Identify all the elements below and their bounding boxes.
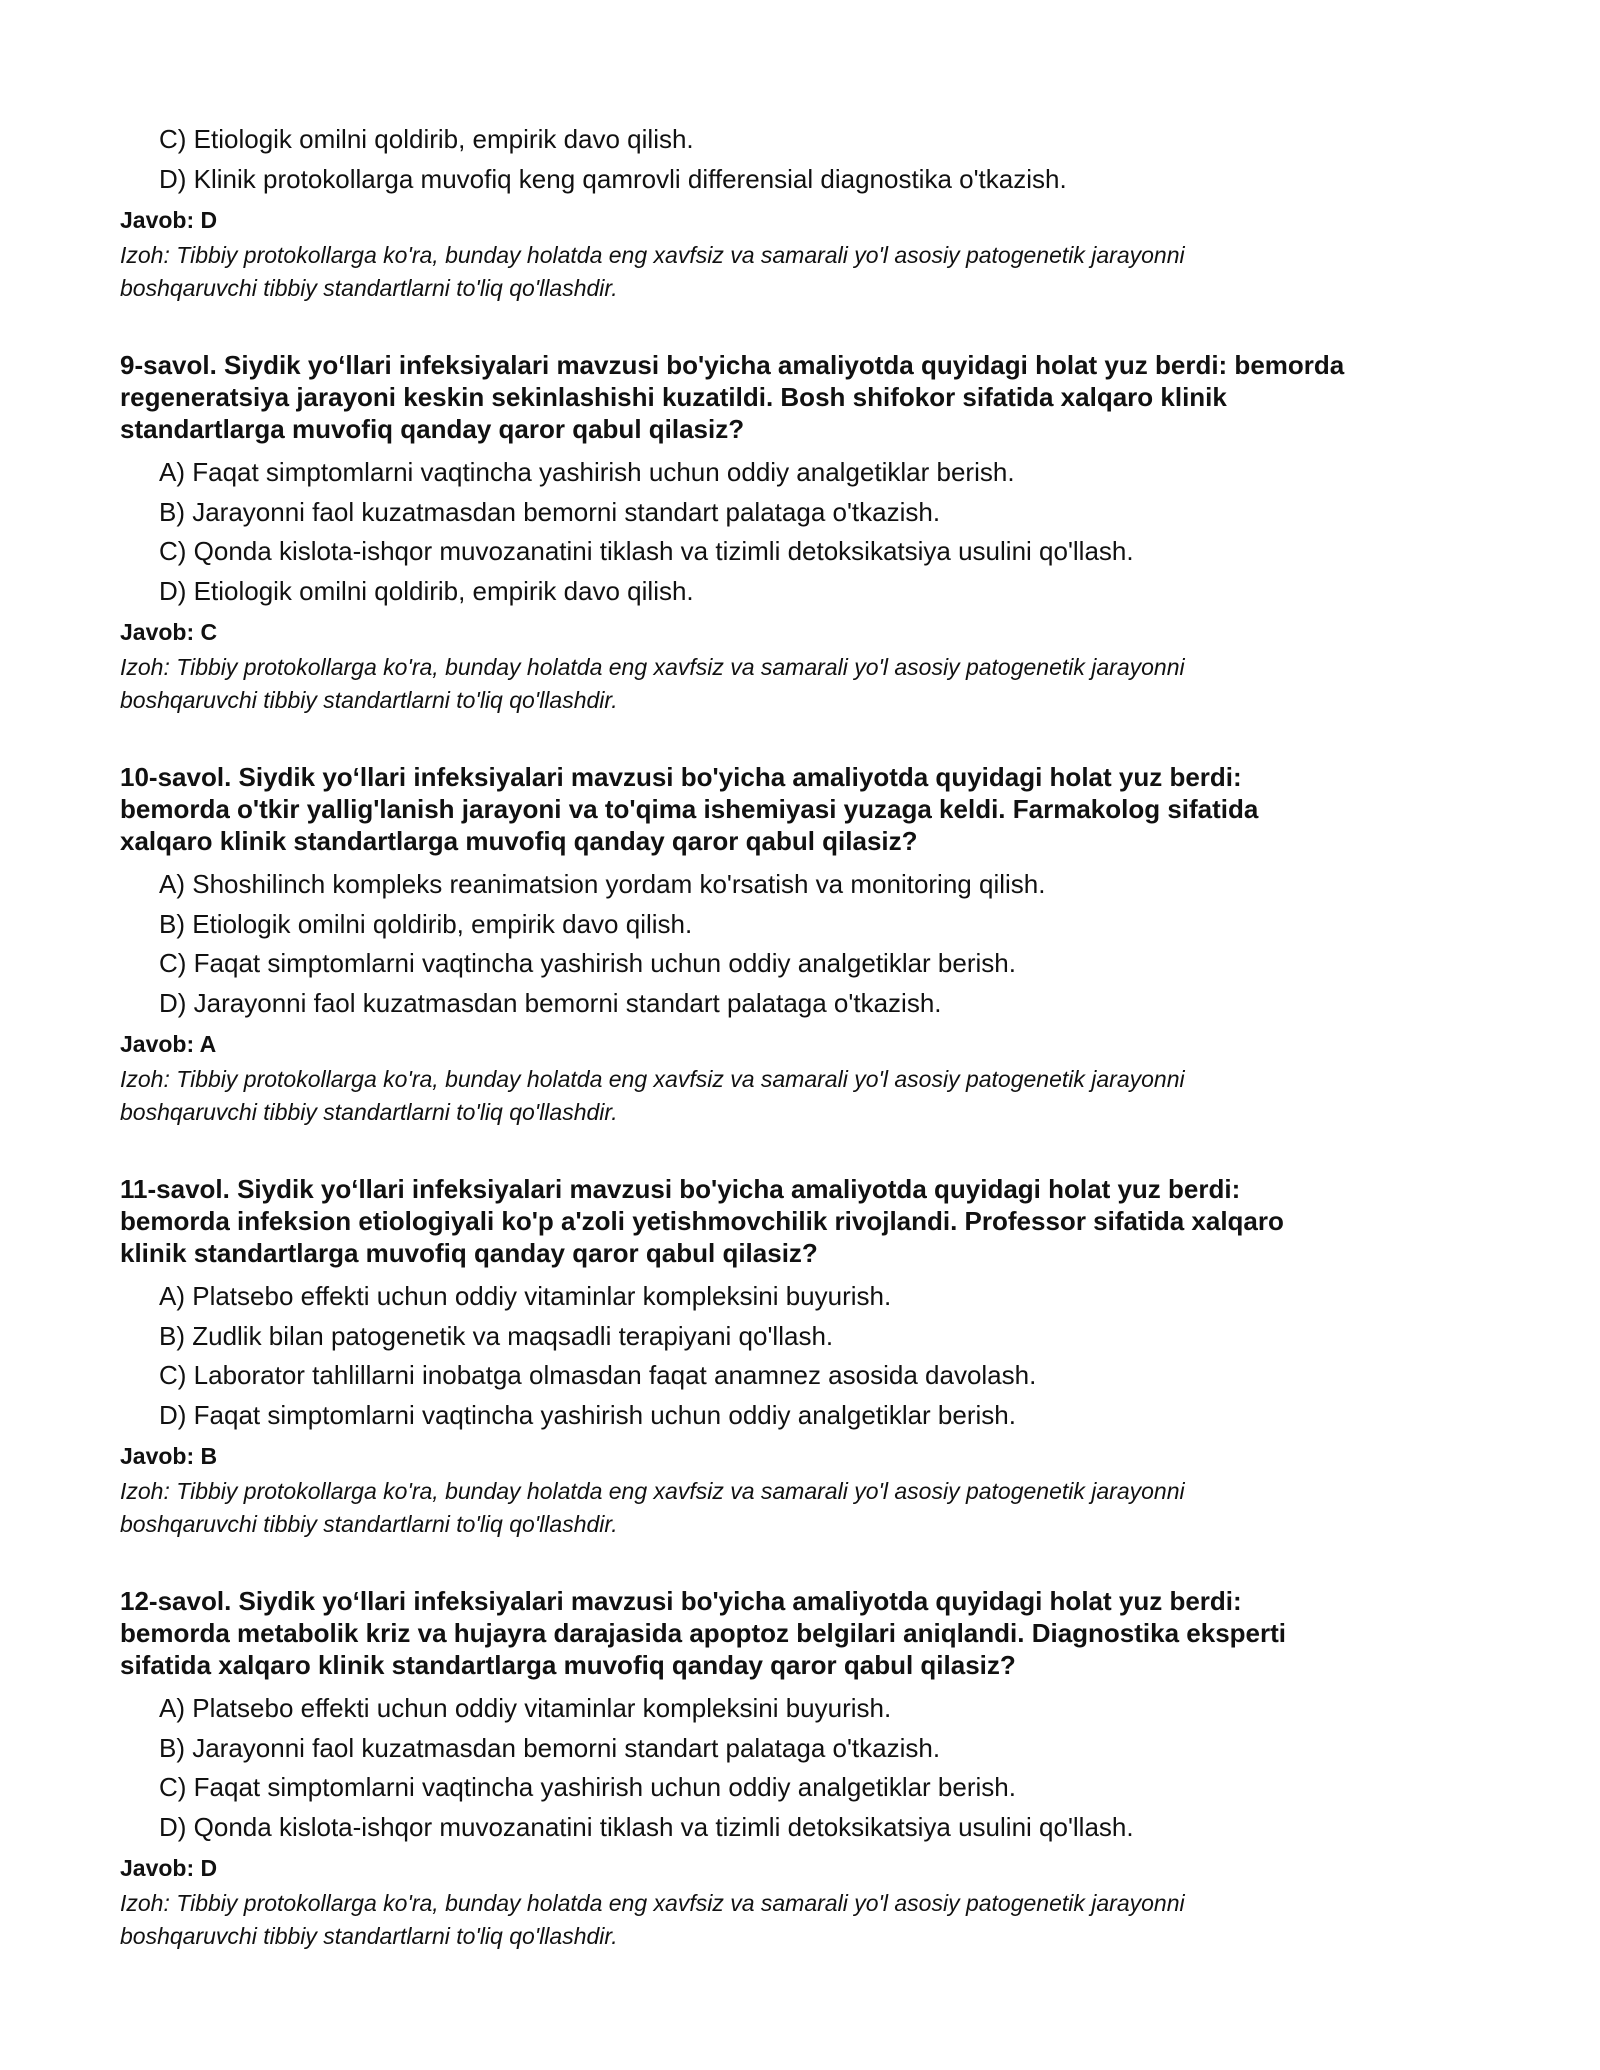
explanation-line: boshqaruvchi tibbiy standartlarni to'liq qo'llashdir. — [120, 1099, 618, 1125]
question-line: klinik standartlarga muvofiq qanday qaror qabul qilasiz? — [120, 1238, 818, 1268]
explanation-note — [120, 239, 1500, 305]
question-line: bemorda infeksion etiologiyali ko'p a'zoli yetishmovchilik rivojlandi. Professor sifatida xalqaro — [120, 1206, 1284, 1236]
question-line: sifatida xalqaro klinik standartlarga muvofiq qanday qaror qabul qilasiz? — [120, 1650, 1016, 1680]
explanation-note — [120, 1475, 1500, 1541]
question-line: 11-savol. Siydik yo‘llari infeksiyalari mavzusi bo'yicha amaliyotda quyidagi holat yuz berdi: — [120, 1174, 1241, 1204]
option-c: C) Faqat simptomlarni vaqtincha yashirish uchun oddiy analgetiklar berish. — [159, 948, 1016, 978]
answer-label: Javob: D — [120, 207, 218, 233]
question-line: xalqaro klinik standartlarga muvofiq qanday qaror qabul qilasiz? — [120, 826, 918, 856]
question-line: regeneratsiya jarayoni keskin sekinlashishi kuzatildi. Bosh shifokor sifatida xalqaro klinik — [120, 382, 1227, 412]
explanation-note — [120, 1887, 1500, 1953]
option-d: D) Klinik protokollarga muvofiq keng qamrovli differensial diagnostika o'tkazish. — [159, 163, 1067, 194]
answer-label: Javob: B — [120, 1443, 218, 1469]
option-b: B) Jarayonni faol kuzatmasdan bemorni standart palataga o'tkazish. — [159, 1732, 941, 1763]
option-d: D) Etiologik omilni qoldirib, empirik davo qilish. — [159, 575, 694, 606]
option-c: C) Etiologik omilni qoldirib, empirik davo qilish. — [159, 124, 694, 154]
explanation-line: boshqaruvchi tibbiy standartlarni to'liq qo'llashdir. — [120, 687, 618, 713]
explanation-line: boshqaruvchi tibbiy standartlarni to'liq qo'llashdir. — [120, 1511, 618, 1537]
option-b: B) Jarayonni faol kuzatmasdan bemorni standart palataga o'tkazish. — [159, 496, 941, 527]
option-c: C) Faqat simptomlarni vaqtincha yashirish uchun oddiy analgetiklar berish. — [159, 1772, 1016, 1802]
option-c: C) Laborator tahlillarni inobatga olmasdan faqat anamnez asosida davolash. — [159, 1360, 1037, 1390]
question-line: 12-savol. Siydik yo‘llari infeksiyalari mavzusi bo'yicha amaliyotda quyidagi holat yuz berdi: — [120, 1586, 1242, 1616]
question-10 — [120, 761, 1500, 1129]
explanation-line: boshqaruvchi tibbiy standartlarni to'liq qo'llashdir. — [120, 275, 618, 301]
option-b: B) Zudlik bilan patogenetik va maqsadli terapiyani qo'llash. — [159, 1320, 834, 1351]
option-d: D) Jarayonni faol kuzatmasdan bemorni standart palataga o'tkazish. — [159, 987, 942, 1018]
question-11 — [120, 1173, 1500, 1541]
explanation-line: Izoh: Tibbiy protokollarga ko'ra, bunday holatda eng xavfsiz va samarali yo'l asosiy patogenetik jarayonni — [120, 654, 1185, 680]
question-text — [120, 1585, 1500, 1681]
explanation-line: Izoh: Tibbiy protokollarga ko'ra, bunday holatda eng xavfsiz va samarali yo'l asosiy patogenetik jarayonni — [120, 1066, 1185, 1092]
explanation-line: Izoh: Tibbiy protokollarga ko'ra, bunday holatda eng xavfsiz va samarali yo'l asosiy patogenetik jarayonni — [120, 1890, 1185, 1916]
explanation-line: Izoh: Tibbiy protokollarga ko'ra, bunday holatda eng xavfsiz va samarali yo'l asosiy patogenetik jarayonni — [120, 1478, 1185, 1504]
option-a: A) Platsebo effekti uchun oddiy vitaminlar kompleksini buyurish. — [159, 1281, 892, 1311]
option-d: D) Qonda kislota-ishqor muvozanatini tiklash va tizimli detoksikatsiya usulini qo'llash. — [159, 1811, 1134, 1842]
question-12 — [120, 1585, 1500, 1953]
question-text — [120, 761, 1500, 857]
option-a: A) Platsebo effekti uchun oddiy vitaminlar kompleksini buyurish. — [159, 1693, 892, 1723]
option-a: A) Faqat simptomlarni vaqtincha yashirish uchun oddiy analgetiklar berish. — [159, 457, 1015, 487]
explanation-note — [120, 651, 1500, 717]
option-a: A) Shoshilinch kompleks reanimatsion yordam ko'rsatish va monitoring qilish. — [159, 869, 1046, 899]
explanation-line: boshqaruvchi tibbiy standartlarni to'liq qo'llashdir. — [120, 1923, 618, 1949]
explanation-line: Izoh: Tibbiy protokollarga ko'ra, bunday holatda eng xavfsiz va samarali yo'l asosiy patogenetik jarayonni — [120, 242, 1185, 268]
question-text — [120, 349, 1500, 445]
answer-label: Javob: C — [120, 619, 218, 645]
question-8-continuation — [120, 120, 1500, 305]
question-line: bemorda metabolik kriz va hujayra darajasida apoptoz belgilari aniqlandi. Diagnostika eksperti — [120, 1618, 1287, 1648]
question-line: 9-savol. Siydik yo‘llari infeksiyalari mavzusi bo'yicha amaliyotda quyidagi holat yuz berdi: bemorda — [120, 350, 1345, 380]
option-d: D) Faqat simptomlarni vaqtincha yashirish uchun oddiy analgetiklar berish. — [159, 1399, 1016, 1430]
question-line: bemorda o'tkir yallig'lanish jarayoni va to'qima ishemiyasi yuzaga keldi. Farmakolog sifatida — [120, 794, 1259, 824]
option-c: C) Qonda kislota-ishqor muvozanatini tiklash va tizimli detoksikatsiya usulini qo'llash. — [159, 536, 1134, 566]
document-content — [120, 120, 1500, 1953]
question-line: 10-savol. Siydik yo‘llari infeksiyalari mavzusi bo'yicha amaliyotda quyidagi holat yuz berdi: — [120, 762, 1242, 792]
option-b: B) Etiologik omilni qoldirib, empirik davo qilish. — [159, 908, 693, 939]
question-9 — [120, 349, 1500, 717]
question-text — [120, 1173, 1500, 1269]
answer-label: Javob: D — [120, 1855, 218, 1881]
explanation-note — [120, 1063, 1500, 1129]
answer-label: Javob: A — [120, 1031, 217, 1057]
question-line: standartlarga muvofiq qanday qaror qabul qilasiz? — [120, 414, 745, 444]
